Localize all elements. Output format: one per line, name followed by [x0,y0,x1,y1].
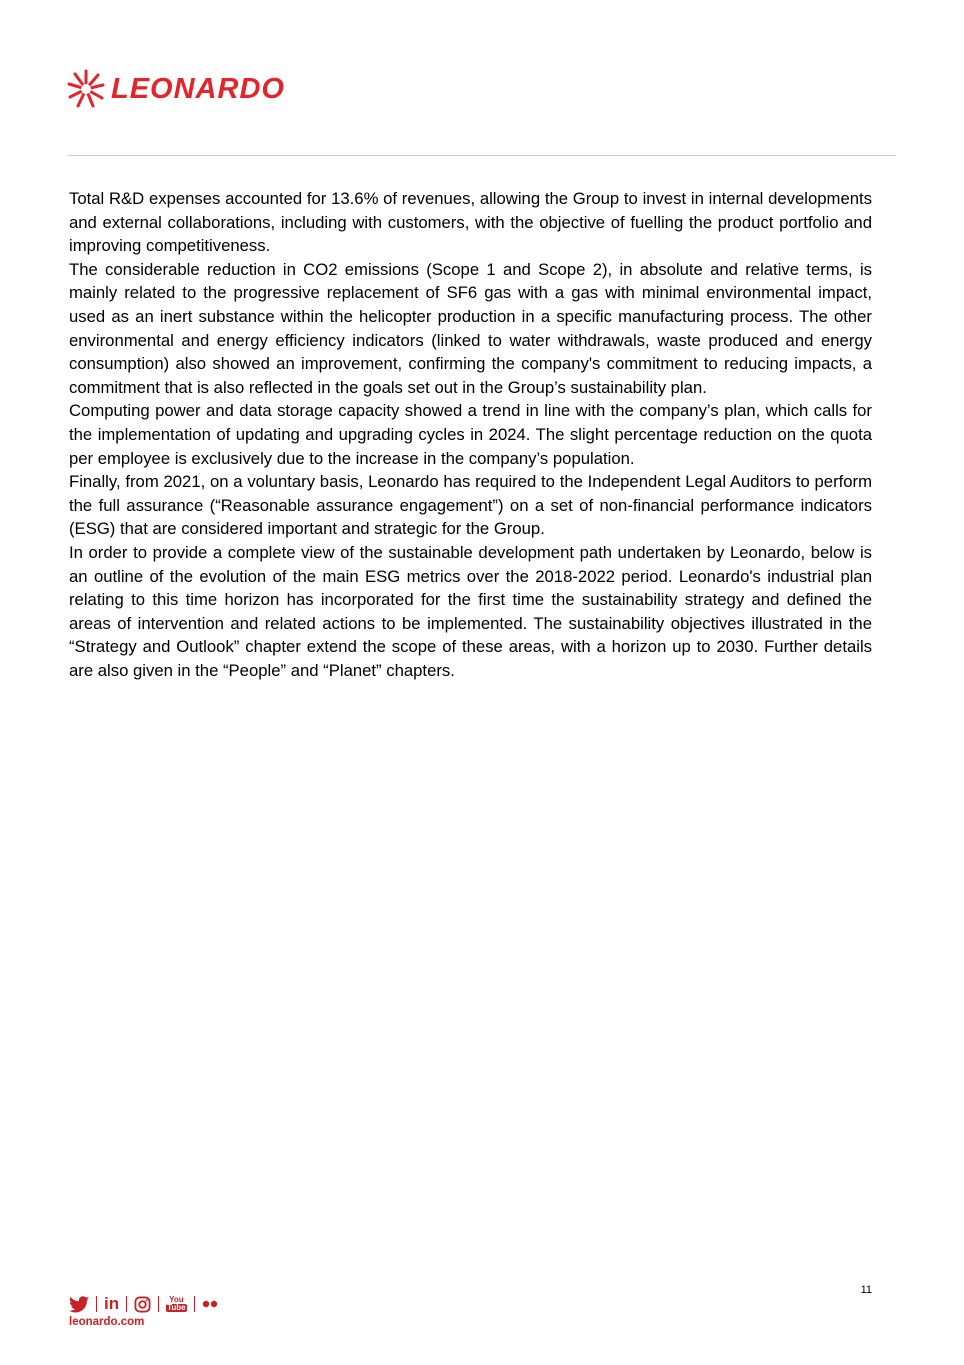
paragraph-rd-expenses: Total R&D expenses accounted for 13.6% of revenues, allowing the Group to invest in internal developments and external collaborations, including with customers, with the objective of fuelling the product portfolio and improving competitiveness. [69,189,872,256]
paragraph-esg-outline: In order to provide a complete view of the sustainable development path undertaken by Leonardo, below is an outline of the evolution of the main ESG metrics over the 2018-2022 period. Leonardo's industrial plan relating to this time horizon has incorporated for the first time the sustainability strategy and defined the areas of intervention and related actions to be implemented. The sustainability objectives illustrated in the “Strategy and Outlook” chapter extend the scope of these areas, with a horizon up to 2030. Further details are also given in the “People” and “Planet” chapters. [69,542,872,680]
social-separator [96,1296,97,1312]
flickr-icon[interactable] [202,1294,218,1314]
instagram-icon[interactable] [134,1294,151,1314]
body-text [69,187,872,682]
leonardo-logo [67,67,285,111]
linkedin-icon[interactable] [104,1294,119,1314]
paragraph-co2-emissions: The considerable reduction in CO2 emissions (Scope 1 and Scope 2), in absolute and relative terms, is mainly related to the progressive replacement of SF6 gas with a gas with minimal environmental impact, used as an inert substance within the helicopter production in a specific manufacturing process. The other environmental and energy efficiency indicators (linked to water withdrawals, waste produced and energy consumption) also showed an improvement, confirming the company's commitment to reducing impacts, a commitment that is also reflected in the goals set out in the Group’s sustainability plan. [69,259,872,397]
header-divider [68,155,896,156]
page-number: 11 [860,1284,872,1296]
website-link[interactable]: leonardo.com [69,1316,145,1328]
paragraph-assurance: Finally, from 2021, on a voluntary basis, Leonardo has required to the Independent Legal Auditors to perform the full assurance (“Reasonable assurance engagement”) on a set of non-financial performance indicators (ESG) that are considered important and strategic for the Group. [69,472,872,539]
twitter-icon[interactable] [69,1294,89,1314]
paragraph-computing-power: Computing power and data storage capacity showed a trend in line with the company’s plan, which calls for the implementation of updating and upgrading cycles in 2024. The slight percentage reduction on the quota per employee is exclusively due to the increase in the company’s population. [69,401,872,468]
social-separator [158,1296,159,1312]
logo-wordmark: LEONARDO [111,73,285,105]
linkedin-label: in [104,1294,120,1313]
youtube-you-label: You [169,1295,184,1304]
social-links [69,1294,218,1314]
social-separator [126,1296,127,1312]
youtube-tube-label: Tube [167,1303,186,1312]
leonardo-logo-mark-icon [67,67,105,111]
youtube-icon[interactable] [166,1294,187,1314]
social-separator [194,1296,195,1312]
